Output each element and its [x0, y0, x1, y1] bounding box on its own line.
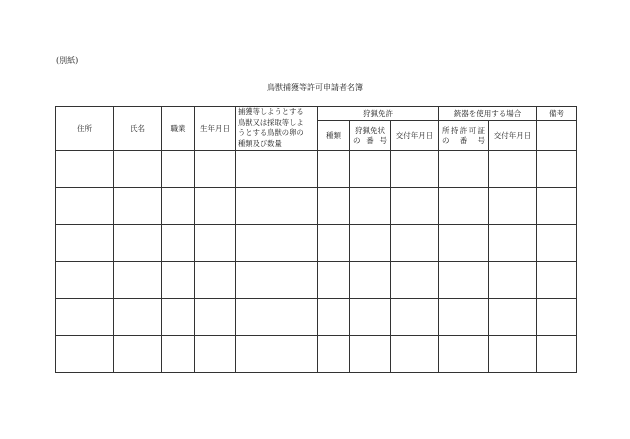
- header-license-cert-line1: 狩猟免状: [355, 125, 385, 135]
- table-cell[interactable]: [350, 336, 391, 373]
- table-cell[interactable]: [56, 225, 114, 262]
- header-row-1: [56, 107, 577, 121]
- table-cell[interactable]: [537, 151, 577, 188]
- table-cell[interactable]: [114, 151, 162, 188]
- table-cell[interactable]: [114, 262, 162, 299]
- document-title: 鳥獣捕獲等許可申請者名簿: [267, 83, 363, 92]
- header-address: 住所: [56, 107, 114, 151]
- header-remarks-sub: [537, 121, 577, 151]
- table-cell[interactable]: [318, 188, 350, 225]
- table-cell[interactable]: [537, 336, 577, 373]
- table-cell[interactable]: [391, 225, 439, 262]
- header-hunting-license-group: 狩猟免許: [318, 107, 439, 121]
- table-cell[interactable]: [439, 188, 489, 225]
- table-cell[interactable]: [56, 262, 114, 299]
- table-row: [56, 188, 577, 225]
- header-firearm-permit-number: [439, 121, 489, 151]
- header-firearm-group: 銃器を使用する場合: [439, 107, 537, 121]
- table-cell[interactable]: [114, 188, 162, 225]
- cert-char-3: 号: [379, 135, 387, 145]
- page-note: (別紙): [56, 56, 79, 65]
- header-species-quantity: [236, 107, 318, 151]
- table-cell[interactable]: [537, 299, 577, 336]
- table-cell[interactable]: [391, 299, 439, 336]
- table-cell[interactable]: [114, 336, 162, 373]
- table-cell[interactable]: [195, 188, 236, 225]
- table-cell[interactable]: [350, 262, 391, 299]
- table-cell[interactable]: [439, 225, 489, 262]
- table-cell[interactable]: [350, 299, 391, 336]
- header-permit-line2: [439, 136, 488, 146]
- header-birth-date: 生年月日: [195, 107, 236, 151]
- table-cell[interactable]: [236, 299, 318, 336]
- table-row: [56, 299, 577, 336]
- table-cell[interactable]: [162, 262, 195, 299]
- table-cell[interactable]: [236, 225, 318, 262]
- table-cell[interactable]: [162, 151, 195, 188]
- header-species-line1: 捕獲等しようとする: [238, 107, 304, 116]
- table-row: [56, 336, 577, 373]
- table-cell[interactable]: [391, 188, 439, 225]
- table-cell[interactable]: [537, 188, 577, 225]
- table-cell[interactable]: [350, 225, 391, 262]
- permit-char-8: 号: [477, 135, 486, 145]
- table-cell[interactable]: [162, 188, 195, 225]
- table-cell[interactable]: [439, 299, 489, 336]
- table-cell[interactable]: [162, 336, 195, 373]
- header-permit-line1: [439, 126, 488, 136]
- table-cell[interactable]: [318, 336, 350, 373]
- table-cell[interactable]: [537, 262, 577, 299]
- permit-char-1: 所: [442, 125, 450, 135]
- table-cell[interactable]: [162, 299, 195, 336]
- table-cell[interactable]: [489, 262, 537, 299]
- table-cell[interactable]: [162, 225, 195, 262]
- header-license-issue-date: 交付年月日: [391, 121, 439, 151]
- header-remarks: 備考: [537, 107, 577, 121]
- table-row: [56, 151, 577, 188]
- table-cell[interactable]: [195, 262, 236, 299]
- cert-char-1: の: [353, 135, 361, 145]
- permit-char-4: 可: [468, 125, 477, 135]
- table-row: [56, 225, 577, 262]
- table-cell[interactable]: [236, 188, 318, 225]
- table-cell[interactable]: [489, 225, 537, 262]
- table-cell[interactable]: [56, 188, 114, 225]
- table-cell[interactable]: [318, 225, 350, 262]
- header-license-type: 種類: [318, 121, 350, 151]
- permit-char-5: 証: [477, 125, 486, 135]
- table-cell[interactable]: [195, 336, 236, 373]
- table-cell[interactable]: [350, 188, 391, 225]
- table-cell[interactable]: [439, 336, 489, 373]
- table-cell[interactable]: [114, 299, 162, 336]
- table-cell[interactable]: [236, 151, 318, 188]
- permit-char-2: 持: [450, 125, 459, 135]
- permit-char-3: 許: [459, 125, 468, 135]
- table-cell[interactable]: [489, 336, 537, 373]
- header-name: 氏名: [114, 107, 162, 151]
- header-license-cert-line2: [350, 136, 390, 146]
- header-occupation: 職業: [162, 107, 195, 151]
- table-cell[interactable]: [195, 225, 236, 262]
- table-cell[interactable]: [391, 151, 439, 188]
- permit-char-6: の: [442, 135, 450, 145]
- applicant-register-table: [55, 106, 577, 373]
- table-cell[interactable]: [391, 336, 439, 373]
- table-cell[interactable]: [489, 299, 537, 336]
- table-cell[interactable]: [56, 151, 114, 188]
- header-species-line2: 鳥獣又は採取等しよ: [238, 117, 304, 127]
- table-cell[interactable]: [537, 225, 577, 262]
- table-cell[interactable]: [439, 151, 489, 188]
- header-species-line4: 種類及び数量: [238, 138, 282, 148]
- table-cell[interactable]: [236, 336, 318, 373]
- header-license-cert-number: [350, 121, 391, 151]
- table-cell[interactable]: [439, 262, 489, 299]
- table-cell[interactable]: [114, 225, 162, 262]
- table-cell[interactable]: [391, 262, 439, 299]
- table-cell[interactable]: [195, 151, 236, 188]
- table-row: [56, 262, 577, 299]
- permit-char-7: 番: [459, 135, 468, 145]
- table-cell[interactable]: [489, 151, 537, 188]
- header-species-line3: うとする鳥獣の卵の: [238, 128, 304, 137]
- table-cell[interactable]: [489, 188, 537, 225]
- table-cell[interactable]: [318, 299, 350, 336]
- table-cell[interactable]: [318, 262, 350, 299]
- table-cell[interactable]: [350, 151, 391, 188]
- cert-char-2: 番: [366, 135, 374, 145]
- table-cell[interactable]: [236, 262, 318, 299]
- table-cell[interactable]: [56, 299, 114, 336]
- header-firearm-issue-date: 交付年月日: [489, 121, 537, 151]
- table-cell[interactable]: [56, 336, 114, 373]
- table-cell[interactable]: [318, 151, 350, 188]
- table-cell[interactable]: [195, 299, 236, 336]
